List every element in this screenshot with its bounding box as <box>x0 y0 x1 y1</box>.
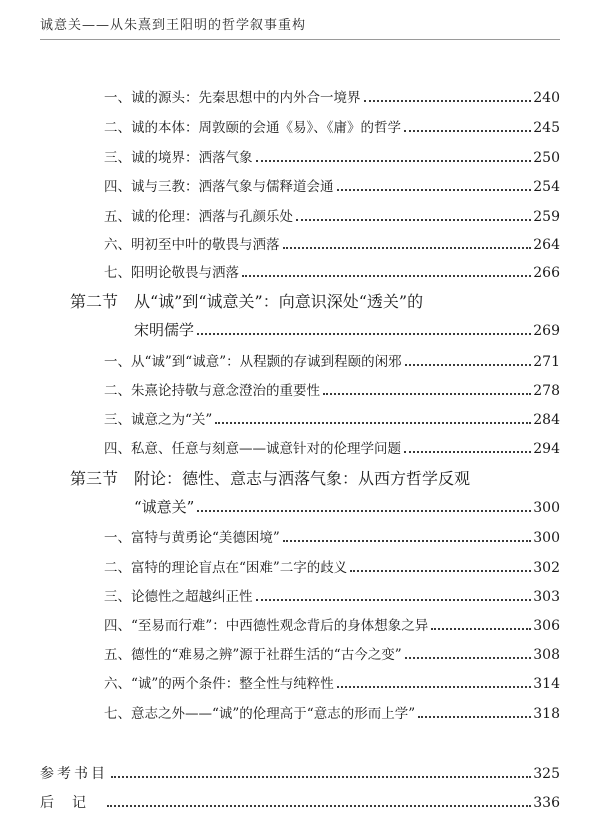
toc-entry-page: 254 <box>533 179 560 195</box>
toc-entry-page: 266 <box>533 265 560 281</box>
toc-entry-title: 一、诚的源头：先秦思想中的内外合一境界 <box>104 90 361 106</box>
dot-leader <box>431 628 531 630</box>
toc-entry-title: 五、诚的伦理：洒落与孔颜乐处 <box>104 209 293 225</box>
toc-entry-title: 三、论德性之超越纠正性 <box>104 589 253 605</box>
toc-entry-title: 二、富特的理论盲点在“困难”二字的歧义 <box>104 560 348 576</box>
toc-entry-page: 308 <box>533 647 560 663</box>
toc-entry[interactable] <box>104 437 560 457</box>
section-title-line2: 宋明儒学 <box>134 321 195 339</box>
toc-entry-page: 314 <box>533 676 560 692</box>
section-title-continuation[interactable] <box>134 496 560 517</box>
dot-leader <box>296 219 531 221</box>
toc-entry[interactable] <box>104 233 560 253</box>
toc-entry-title: 四、诚与三教：洒落气象与儒释道会通 <box>104 179 334 195</box>
dot-leader <box>197 510 531 512</box>
dot-leader <box>107 805 531 807</box>
toc-entry-title: 后记 <box>40 795 104 811</box>
toc-entry[interactable] <box>104 175 560 195</box>
toc-entry[interactable] <box>104 86 560 106</box>
dot-leader <box>350 570 531 572</box>
toc-entry-title: 四、私意、任意与刻意——诚意针对的伦理学问题 <box>104 441 401 457</box>
dot-leader <box>404 130 531 132</box>
dot-leader <box>256 160 532 162</box>
dot-leader <box>404 451 531 453</box>
toc-entry-title: 二、诚的本体：周敦颐的会通《易》、《庸》的哲学 <box>104 120 401 136</box>
toc-entry-page: 302 <box>533 560 560 576</box>
dot-leader <box>405 657 532 659</box>
toc-entry-page: 318 <box>533 706 560 722</box>
toc-entry[interactable] <box>104 526 560 546</box>
toc-entry-title: 三、诚的境界：洒落气象 <box>104 150 253 166</box>
toc-entry-title: 五、德性的“难易之辨”源于社群生活的“古今之变” <box>104 647 402 663</box>
toc-entry[interactable] <box>104 116 560 136</box>
toc-entry-page: 294 <box>533 441 560 457</box>
toc-entry-page: 284 <box>533 412 560 428</box>
toc-entry-title: 三、诚意之为“关” <box>104 412 213 428</box>
toc-entry[interactable] <box>104 350 560 370</box>
toc-entry-page: 306 <box>533 618 560 634</box>
dot-leader <box>418 716 531 718</box>
toc-entry-page: 300 <box>533 530 560 546</box>
toc-entry[interactable] <box>104 702 560 722</box>
toc-entry-page: 336 <box>533 795 560 811</box>
dot-leader <box>337 189 532 191</box>
toc-entry-page: 250 <box>533 150 560 166</box>
section-heading[interactable] <box>70 466 470 489</box>
toc-entry[interactable] <box>104 146 560 166</box>
dot-leader <box>364 100 532 102</box>
toc-entry[interactable] <box>104 585 560 605</box>
dot-leader <box>197 333 531 335</box>
toc-entry-title: 六、“诚”的两个条件：整全性与纯粹性 <box>104 676 334 692</box>
section-title-continuation[interactable] <box>134 319 560 340</box>
section-title-line1: 附论：德性、意志与洒落气象：从西方哲学反观 <box>134 469 471 488</box>
toc-entry-title: 四、“至易而行难”：中西德性观念背后的身体想象之异 <box>104 618 429 634</box>
dot-leader <box>337 686 531 688</box>
toc-entry-page: 325 <box>533 766 560 782</box>
toc-entry-page: 245 <box>533 120 560 136</box>
toc-entry-title: 二、朱熹论持敬与意念澄治的重要性 <box>104 383 320 399</box>
toc-entry[interactable] <box>104 672 560 692</box>
toc-entry-title: 六、明初至中叶的敬畏与洒落 <box>104 237 280 253</box>
section-page: 300 <box>533 500 560 516</box>
section-label: 第二节 <box>70 292 119 311</box>
toc-entry[interactable] <box>104 379 560 399</box>
dot-leader <box>242 275 531 277</box>
dot-leader <box>215 422 531 424</box>
toc-entry-page: 271 <box>533 354 560 370</box>
toc-entry[interactable] <box>104 643 560 663</box>
toc-entry-references[interactable] <box>40 763 560 783</box>
dot-leader <box>405 364 532 366</box>
section-page: 269 <box>533 323 560 339</box>
toc-entry-page: 259 <box>533 209 560 225</box>
toc-entry-page: 303 <box>533 589 560 605</box>
dot-leader <box>256 599 532 601</box>
toc-entry-afterword[interactable] <box>40 792 560 812</box>
toc-entry-title: 一、富特与黄勇论“美德困境” <box>104 530 280 546</box>
toc-entry[interactable] <box>104 556 560 576</box>
toc-entry-title: 七、阳明论敬畏与洒落 <box>104 265 239 281</box>
toc-entry[interactable] <box>104 614 560 634</box>
dot-leader <box>111 776 531 778</box>
dot-leader <box>323 393 531 395</box>
dot-leader <box>283 540 531 542</box>
section-label: 第三节 <box>70 469 119 488</box>
dot-leader <box>283 247 532 249</box>
toc-entry-page: 278 <box>533 383 560 399</box>
toc-entry-title: 七、意志之外——“诚”的伦理高于“意志的形而上学” <box>104 706 416 722</box>
running-header: 诚意关——从朱熹到王阳明的哲学叙事重构 <box>40 14 560 40</box>
toc-entry[interactable] <box>104 408 560 428</box>
toc-entry-title: 一、从“诚”到“诚意”：从程颢的存诚到程颐的闲邪 <box>104 354 402 370</box>
toc-entry-title: 参考书目 <box>40 766 108 782</box>
section-title-line1: 从“诚”到“诚意关”：向意识深处“透关”的 <box>134 292 424 311</box>
toc-entry-page: 240 <box>533 90 560 106</box>
section-title-line2: “诚意关” <box>134 498 195 516</box>
toc-entry-page: 264 <box>533 237 560 253</box>
toc-entry[interactable] <box>104 205 560 225</box>
toc-entry[interactable] <box>104 261 560 281</box>
section-heading[interactable] <box>70 289 423 312</box>
